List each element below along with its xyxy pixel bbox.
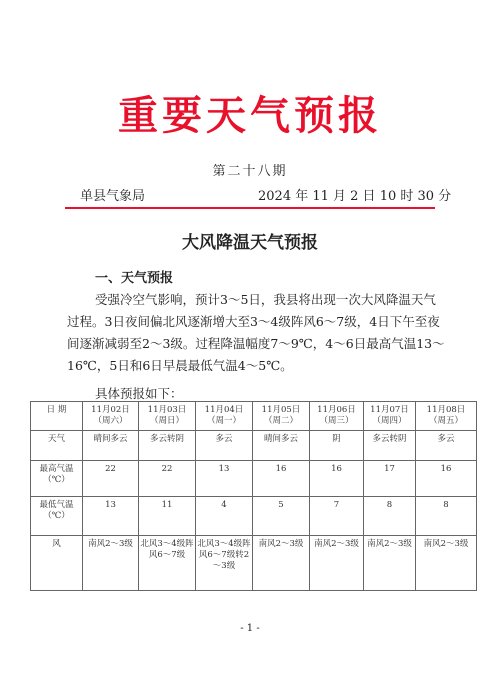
table-row-date [31, 402, 477, 431]
cell-wind: 南风2～3级 [83, 536, 139, 591]
table-row-min-temp [31, 497, 477, 536]
cell-min-temp: 4 [196, 497, 253, 536]
page-number: - 1 - [240, 623, 260, 634]
row-label-min-temp: 最低气温（℃） [31, 497, 83, 536]
row-label-date: 日 期 [31, 402, 83, 431]
cell-min-temp: 7 [310, 497, 364, 536]
cell-weather: 多云转阴 [364, 431, 416, 461]
row-label-max-temp: 最高气温（℃） [31, 461, 83, 497]
cell-date: 11月08日 （周五） [416, 402, 477, 431]
cell-date: 11月04日 （周一） [196, 402, 253, 431]
cell-min-temp: 13 [83, 497, 139, 536]
cell-weather: 多云 [196, 431, 253, 461]
cell-date: 11月05日 （周二） [253, 402, 310, 431]
masthead-title: 重要天气预报 [118, 93, 382, 139]
cell-date: 11月06日 （周三） [310, 402, 364, 431]
cell-wind: 南风2～3级 [364, 536, 416, 591]
cell-min-temp: 5 [253, 497, 310, 536]
cell-max-temp: 22 [139, 461, 196, 497]
issuing-agency: 单县气象局 [80, 189, 146, 204]
row-label-wind: 风 [31, 536, 83, 591]
cell-weather: 晴间多云 [83, 431, 139, 461]
cell-weather: 多云 [416, 431, 477, 461]
issue-datetime: 2024 年 11 月 2 日 10 时 30 分 [258, 189, 452, 204]
cell-min-temp: 11 [139, 497, 196, 536]
cell-min-temp: 8 [416, 497, 477, 536]
cell-min-temp: 8 [364, 497, 416, 536]
cell-wind: 南风2～3级 [253, 536, 310, 591]
cell-max-temp: 16 [310, 461, 364, 497]
cell-max-temp: 13 [196, 461, 253, 497]
cell-weather: 阴 [310, 431, 364, 461]
cell-date: 11月03日 （周日） [139, 402, 196, 431]
section-title: 一、天气预报 [95, 271, 174, 286]
body-paragraph: 受强冷空气影响，预计3～5日，我县将出现一次大风降温天气过程。3日夜间偏北风逐渐增大至3～4级阵风6～7级，4日下午至夜间逐渐减弱至2～3级。过程降温幅度7～9℃，4～6日最高气温13～16℃，5日和6日早晨最低气温4～5℃。 [67, 292, 445, 373]
forecast-table [30, 401, 477, 591]
table-row-max-temp [31, 461, 477, 497]
cell-max-temp: 16 [416, 461, 477, 497]
cell-weather: 晴间多云 [253, 431, 310, 461]
cell-max-temp: 17 [364, 461, 416, 497]
table-intro: 具体预报如下： [95, 386, 183, 401]
cell-date: 11月02日 （周六） [83, 402, 139, 431]
table-row-weather [31, 431, 477, 461]
cell-date: 11月07日 （周四） [364, 402, 416, 431]
cell-wind: 北风3～4级阵风6～7级转2～3级 [196, 536, 253, 591]
cell-weather: 多云转阴 [139, 431, 196, 461]
cell-wind: 南风2～3级 [416, 536, 477, 591]
header-divider [65, 207, 435, 209]
issue-number: 第二十八期 [212, 164, 288, 179]
cell-wind: 南风2～3级 [310, 536, 364, 591]
table-row-wind [31, 536, 477, 591]
headline: 大风降温天气预报 [182, 233, 318, 253]
cell-wind: 北风3～4级阵风6～7级 [139, 536, 196, 591]
cell-max-temp: 22 [83, 461, 139, 497]
row-label-weather: 天气 [31, 431, 83, 461]
cell-max-temp: 16 [253, 461, 310, 497]
